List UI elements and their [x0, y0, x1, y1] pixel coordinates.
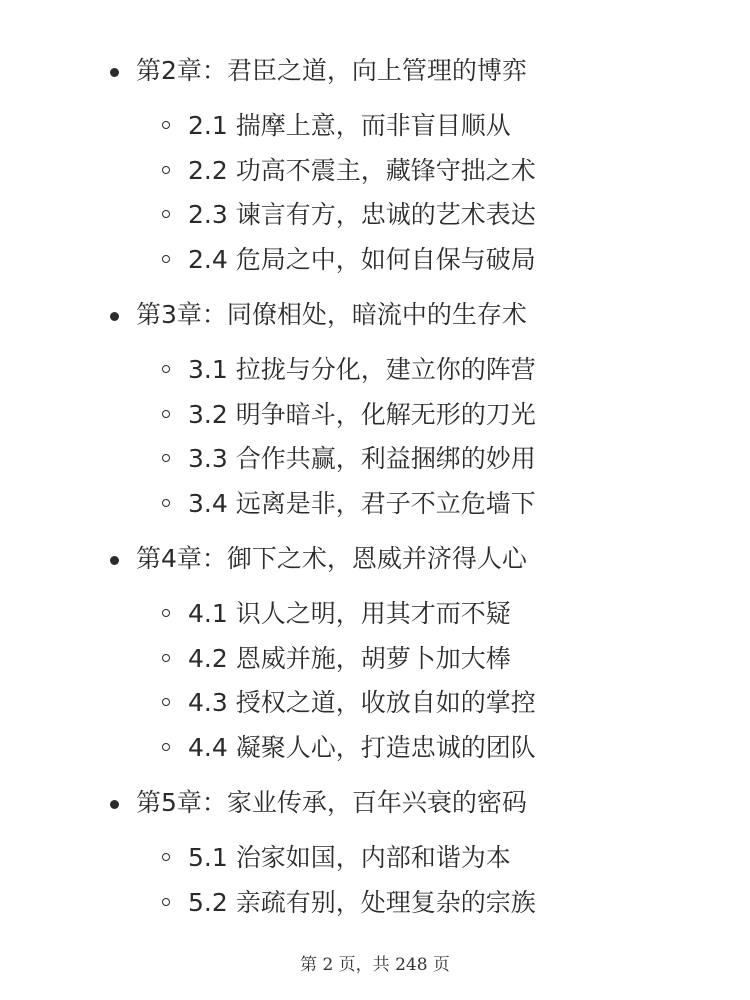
chapter-item: [0, 48, 750, 94]
hollow-bullet-icon: [162, 454, 170, 462]
chapter-spacer: [0, 282, 750, 292]
hollow-bullet-icon: [162, 853, 170, 861]
hollow-bullet-icon: [162, 898, 170, 906]
section-title: 2.4 危局之中，如何自保与破局: [188, 244, 536, 274]
section-title: 5.1 治家如国，内部和谐为本: [188, 843, 511, 872]
section-title: 3.3 合作共赢，利益捆绑的妙用: [188, 444, 536, 473]
chapter-item: [0, 292, 750, 338]
section-item: [0, 348, 750, 393]
hollow-bullet-icon: [162, 410, 170, 418]
section-title: 5.2 亲疏有别，处理复杂的宗族: [188, 887, 536, 917]
section-title: 3.4 远离是非，君子不立危墙下: [188, 488, 536, 518]
hollow-bullet-icon: [162, 499, 170, 507]
hollow-bullet-icon: [162, 654, 170, 662]
hollow-bullet-icon: [162, 743, 170, 751]
section-item: [0, 393, 750, 438]
hollow-bullet-icon: [162, 166, 170, 174]
section-item: [0, 437, 750, 482]
section-title: 3.1 拉拢与分化，建立你的阵营: [188, 355, 536, 384]
section-item: [0, 592, 750, 637]
chapter-title: 第4章：御下之术，恩威并济得人心: [136, 544, 527, 573]
section-title: 4.4 凝聚人心，打造忠诚的团队: [188, 732, 536, 762]
chapter-title: 第3章：同僚相处，暗流中的生存术: [136, 300, 527, 329]
section-item: [0, 238, 750, 283]
page-footer: 第 2 页，共 248 页: [300, 955, 450, 975]
section-item: [0, 681, 750, 726]
chapter-item: [0, 536, 750, 582]
chapter-spacer: [0, 770, 750, 780]
section-item: [0, 881, 750, 926]
chapter-spacer: [0, 526, 750, 536]
chapter-title: 第5章：家业传承，百年兴衰的密码: [136, 788, 527, 817]
section-item: [0, 104, 750, 149]
section-title: 2.2 功高不震主，藏锋守拙之术: [188, 155, 536, 185]
section-title: 4.2 恩威并施，胡萝卜加大棒: [188, 643, 511, 673]
section-title: 3.2 明争暗斗，化解无形的刀光: [188, 399, 536, 429]
section-title: 4.3 授权之道，收放自如的掌控: [188, 688, 536, 717]
chapter-title: 第2章：君臣之道，向上管理的博弈: [136, 56, 527, 85]
section-title: 2.1 揣摩上意，而非盲目顺从: [188, 111, 511, 140]
section-item: [0, 149, 750, 194]
hollow-bullet-icon: [162, 255, 170, 263]
filled-bullet-icon: [110, 68, 119, 77]
filled-bullet-icon: [110, 800, 119, 809]
section-item: [0, 836, 750, 881]
hollow-bullet-icon: [162, 121, 170, 129]
section-item: [0, 726, 750, 771]
section-title: 2.3 谏言有方，忠诚的艺术表达: [188, 200, 536, 229]
section-title: 4.1 识人之明，用其才而不疑: [188, 599, 511, 628]
chapter-item: [0, 780, 750, 826]
table-of-contents: [0, 48, 750, 925]
filled-bullet-icon: [110, 312, 119, 321]
hollow-bullet-icon: [162, 609, 170, 617]
hollow-bullet-icon: [162, 365, 170, 373]
hollow-bullet-icon: [162, 210, 170, 218]
filled-bullet-icon: [110, 556, 119, 565]
hollow-bullet-icon: [162, 698, 170, 706]
section-item: [0, 193, 750, 238]
section-item: [0, 482, 750, 527]
section-item: [0, 637, 750, 682]
